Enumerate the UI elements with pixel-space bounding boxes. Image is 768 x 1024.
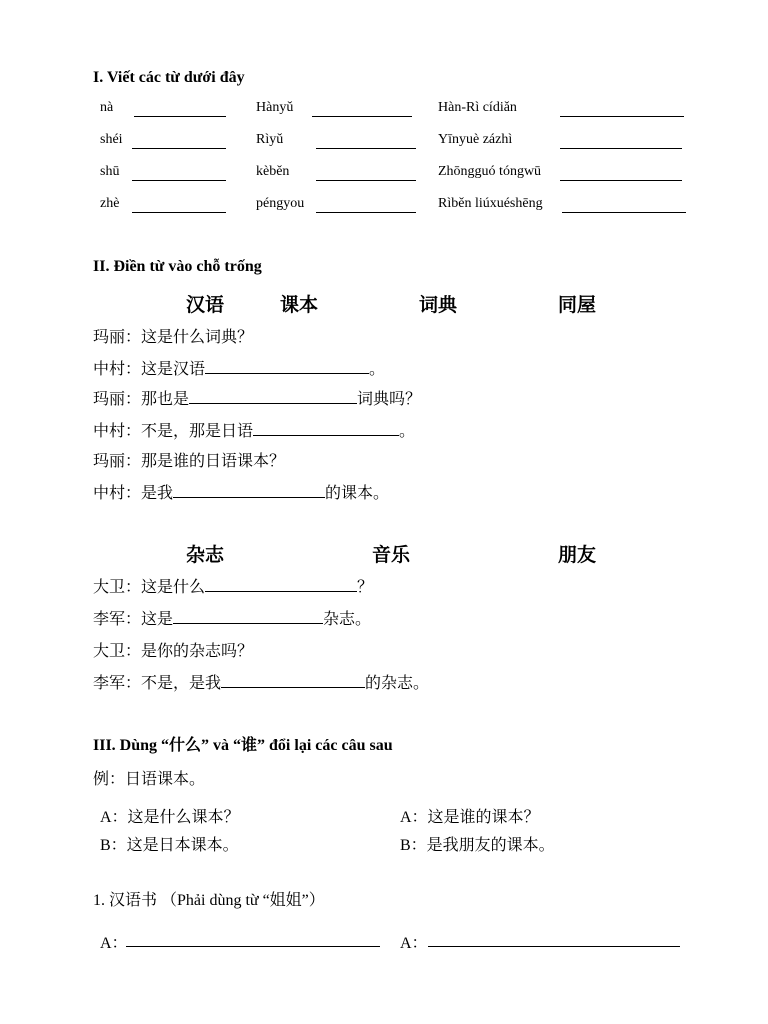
dialog-line: 玛丽：这是什么词典？	[93, 329, 254, 346]
answer-line[interactable]	[428, 946, 680, 947]
answer-line[interactable]	[126, 946, 380, 947]
fill-blank[interactable]	[205, 373, 369, 374]
pinyin-word: Rìyǔ	[256, 132, 284, 147]
fill-blank[interactable]	[189, 403, 357, 404]
pinyin-word: shéi	[100, 132, 123, 147]
answer-blank[interactable]	[562, 212, 686, 213]
pinyin-word: Zhōngguó tóngwū	[438, 164, 542, 179]
pinyin-word: kèběn	[256, 164, 290, 179]
question-1: 1. 汉语书 （Phải dùng từ “姐姐”）	[93, 892, 325, 909]
word-bank-item: 同屋	[558, 295, 597, 316]
pinyin-word: Rìběn liúxuéshēng	[438, 196, 543, 211]
example-answer: B：是我朋友的课本。	[400, 837, 555, 854]
section-3-heading: III. Dùng “什么” và “谁” đổi lại các câu sau	[93, 737, 393, 754]
answer-label: A：	[100, 935, 128, 952]
answer-blank[interactable]	[560, 116, 684, 117]
example-question: A：这是什么课本？	[100, 809, 240, 826]
dialog-line: 中村：这是汉语 。	[93, 361, 386, 378]
pinyin-word: péngyou	[256, 196, 305, 211]
example-question: A：这是谁的课本？	[400, 809, 540, 826]
word-bank-item: 朋友	[558, 545, 597, 566]
word-bank-item: 汉语	[186, 295, 225, 316]
fill-blank[interactable]	[205, 591, 357, 592]
answer-blank[interactable]	[132, 180, 226, 181]
answer-blank[interactable]	[560, 180, 682, 181]
fill-blank[interactable]	[173, 497, 325, 498]
dialog-line: 中村：不是，那是日语 。	[93, 423, 416, 440]
dialog-line: 李军：不是，是我 的杂志。	[93, 675, 430, 692]
section-1-heading: I. Viết các từ dưới đây	[93, 69, 245, 86]
fill-blank[interactable]	[173, 623, 323, 624]
fill-blank[interactable]	[221, 687, 365, 688]
word-bank-item: 课本	[280, 295, 319, 316]
pinyin-word: zhè	[100, 196, 120, 211]
section-2-heading: II. Điền từ vào chỗ trống	[93, 258, 262, 275]
pinyin-word: shū	[100, 164, 120, 179]
answer-blank[interactable]	[560, 148, 682, 149]
word-bank-item: 杂志	[186, 545, 225, 566]
answer-blank[interactable]	[316, 180, 416, 181]
fill-blank[interactable]	[253, 435, 399, 436]
example-answer: B：这是日本课本。	[100, 837, 239, 854]
answer-blank[interactable]	[316, 212, 416, 213]
answer-blank[interactable]	[316, 148, 416, 149]
dialog-line: 大卫：这是什么 ？	[93, 579, 374, 596]
answer-blank[interactable]	[132, 212, 226, 213]
pinyin-word: Yīnyuè zázhì	[438, 132, 513, 147]
dialog-line: 玛丽：那也是 词典吗？	[93, 391, 422, 408]
pinyin-word: Hànyǔ	[256, 100, 294, 115]
pinyin-word: nà	[100, 100, 114, 115]
word-bank-item: 音乐	[372, 545, 411, 566]
pinyin-word: Hàn-Rì cídiǎn	[438, 100, 517, 115]
answer-blank[interactable]	[134, 116, 226, 117]
word-bank-item: 词典	[419, 295, 458, 316]
dialog-line: 李军：这是 杂志。	[93, 611, 372, 628]
dialog-line: 大卫：是你的杂志吗？	[93, 643, 254, 660]
dialog-line: 中村：是我 的课本。	[93, 485, 390, 502]
example-label: 例：日语课本。	[93, 771, 206, 788]
dialog-line: 玛丽：那是谁的日语课本？	[93, 453, 286, 470]
answer-blank[interactable]	[132, 148, 226, 149]
answer-label: A：	[400, 935, 428, 952]
answer-blank[interactable]	[312, 116, 412, 117]
